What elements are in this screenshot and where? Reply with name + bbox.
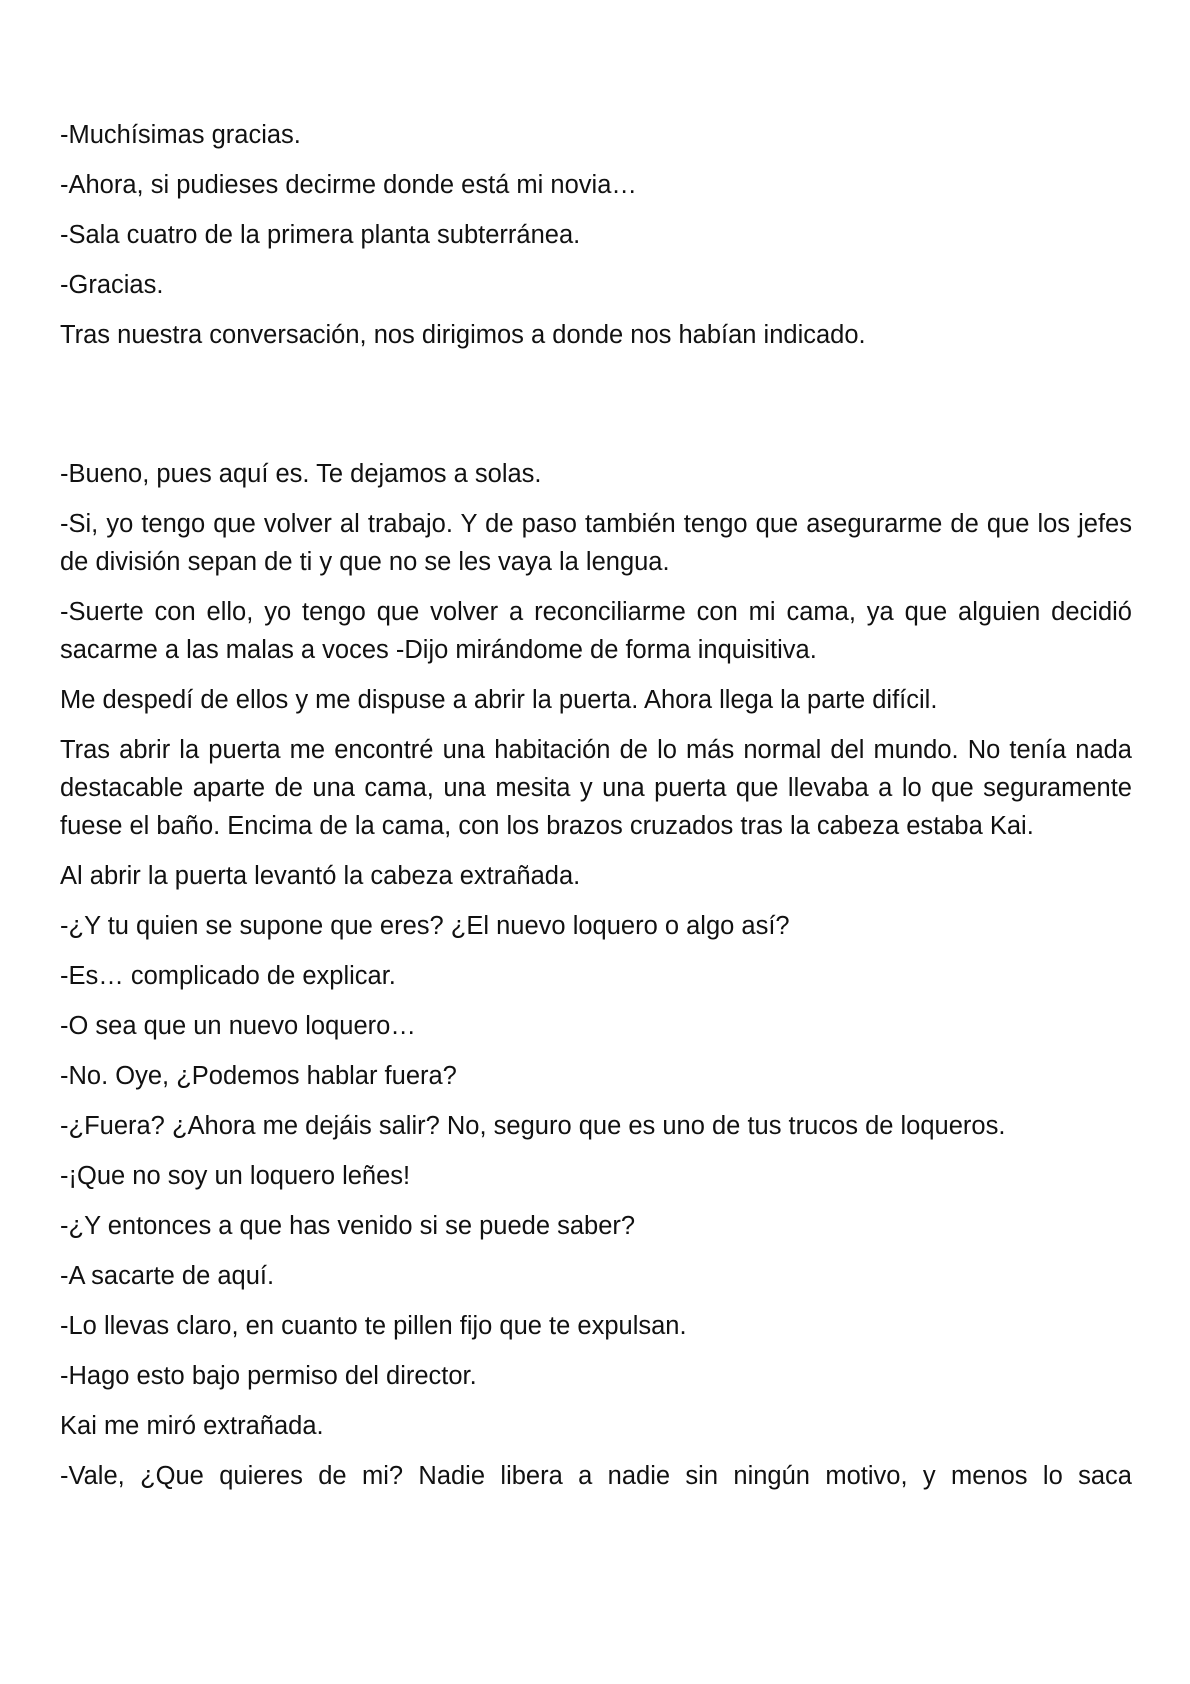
paragraph: -O sea que un nuevo loquero… [60, 1012, 416, 1040]
paragraph: -Hago esto bajo permiso del director. [60, 1362, 477, 1390]
paragraph: -Ahora, si pudieses decirme donde está mi novia… [60, 171, 637, 199]
paragraph: -Es… complicado de explicar. [60, 962, 396, 990]
paragraph: Tras nuestra conversación, nos dirigimos a donde nos habían indicado. [60, 321, 866, 349]
paragraph: -A sacarte de aquí. [60, 1262, 275, 1290]
paragraph: -Suerte con ello, yo tengo que volver a reconciliarme con mi cama, ya que alguien decidió sacarme a las malas a voces -Dijo mirándome de forma inquisitiva. [60, 598, 1132, 664]
paragraph: -Vale, ¿Que quieres de mi? Nadie libera a nadie sin ningún motivo, y menos lo saca [60, 1462, 1132, 1490]
paragraph: -No. Oye, ¿Podemos hablar fuera? [60, 1062, 457, 1090]
paragraph: Tras abrir la puerta me encontré una habitación de lo más normal del mundo. No tenía nada destacable aparte de una cama, una mesita y una puerta que llevaba a lo que seguramente fuese el baño. Encima de la cama, con los brazos cruzados tras la cabeza estaba Kai. [60, 736, 1132, 840]
paragraph: -¿Y entonces a que has venido si se puede saber? [60, 1212, 636, 1240]
paragraph: Al abrir la puerta levantó la cabeza extrañada. [60, 862, 581, 890]
section-break [60, 366, 1132, 455]
paragraph: -¿Y tu quien se supone que eres? ¿El nuevo loquero o algo así? [60, 912, 790, 940]
paragraph: -Gracias. [60, 271, 164, 299]
paragraph: -Bueno, pues aquí es. Te dejamos a solas. [60, 460, 542, 488]
paragraph: Kai me miró extrañada. [60, 1412, 324, 1440]
paragraph: -Lo llevas claro, en cuanto te pillen fijo que te expulsan. [60, 1312, 687, 1340]
paragraph: -Muchísimas gracias. [60, 121, 301, 149]
paragraph: -¿Fuera? ¿Ahora me dejáis salir? No, seguro que es uno de tus trucos de loqueros. [60, 1112, 1006, 1140]
document-body [60, 116, 1132, 1507]
paragraph: Me despedí de ellos y me dispuse a abrir la puerta. Ahora llega la parte difícil. [60, 686, 938, 714]
paragraph: -¡Que no soy un loquero leñes! [60, 1162, 411, 1190]
paragraph: -Sala cuatro de la primera planta subterránea. [60, 221, 581, 249]
paragraph: -Si, yo tengo que volver al trabajo. Y de paso también tengo que asegurarme de que los jefes de división sepan de ti y que no se les vaya la lengua. [60, 510, 1132, 576]
